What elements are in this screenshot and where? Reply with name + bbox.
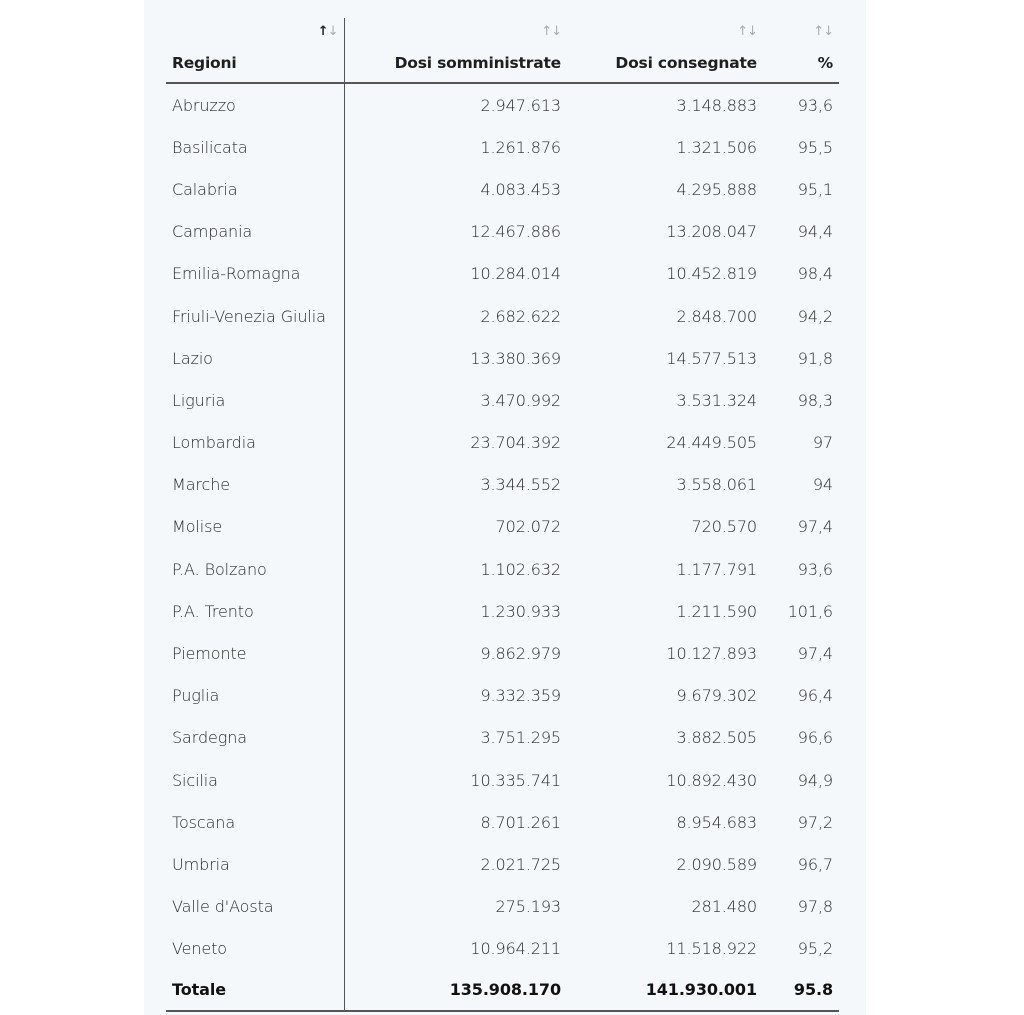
total-row: [166, 970, 839, 1011]
cell-percent: 98,3: [797, 390, 833, 410]
cell-dosi-consegnate: 9.679.302: [676, 686, 757, 706]
cell-dosi-consegnate: 3.148.883: [676, 95, 757, 115]
cell-region: Valle d'Aosta: [166, 886, 344, 928]
regions-vaccine-table: [166, 18, 839, 1012]
cell-dosi-consegnate: 10.892.430: [666, 770, 757, 790]
cell-region: Sicilia: [166, 759, 344, 801]
cell-dosi-consegnate: 4.295.888: [676, 179, 757, 199]
cell-percent: 96,4: [797, 686, 833, 706]
cell-dosi-consegnate: 2.090.589: [676, 854, 757, 874]
table-row: [166, 464, 839, 506]
table-row: [166, 590, 839, 632]
column-header-dosi-consegnate[interactable]: [567, 18, 763, 83]
table-row: [166, 886, 839, 928]
header-row: [166, 18, 839, 83]
column-header-percent[interactable]: [763, 18, 839, 83]
cell-dosi-somministrate: 10.964.211: [470, 939, 561, 959]
cell-region: Sardegna: [166, 717, 344, 759]
cell-dosi-somministrate: 3.751.295: [480, 728, 561, 748]
table-row: [166, 717, 839, 759]
cell-percent: 95.8: [763, 970, 839, 1011]
cell-percent: 91,8: [797, 348, 833, 368]
cell-dosi-consegnate: 1.177.791: [676, 559, 757, 579]
cell-dosi-somministrate: 135.908.170: [344, 970, 567, 1011]
cell-percent: 93,6: [797, 559, 833, 579]
cell-region: Toscana: [166, 801, 344, 843]
cell-dosi-somministrate: 8.701.261: [480, 812, 561, 832]
cell-region: Umbria: [166, 843, 344, 885]
cell-percent: 96,6: [797, 728, 833, 748]
cell-dosi-consegnate: 3.882.505: [676, 728, 757, 748]
column-header-regioni[interactable]: [166, 18, 344, 83]
table-row: [166, 548, 839, 590]
column-header-dosi-somministrate[interactable]: [344, 18, 567, 83]
cell-region: Basilicata: [166, 126, 344, 168]
cell-percent: 97,2: [797, 812, 833, 832]
table-row: [166, 83, 839, 126]
cell-dosi-somministrate: 702.072: [495, 517, 561, 537]
cell-dosi-somministrate: 9.332.359: [480, 686, 561, 706]
table-row: [166, 801, 839, 843]
table-row: [166, 253, 839, 295]
cell-dosi-consegnate: 281.480: [691, 897, 757, 917]
cell-region: P.A. Trento: [166, 590, 344, 632]
cell-dosi-somministrate: 1.261.876: [480, 137, 561, 157]
cell-dosi-somministrate: 23.704.392: [470, 433, 561, 453]
cell-dosi-consegnate: 141.930.001: [567, 970, 763, 1011]
cell-dosi-consegnate: 10.127.893: [666, 644, 757, 664]
cell-percent: 94,9: [797, 770, 833, 790]
cell-percent: 94: [812, 475, 833, 495]
cell-dosi-consegnate: 1.321.506: [676, 137, 757, 157]
table-row: [166, 168, 839, 210]
cell-percent: 95,1: [797, 179, 833, 199]
cell-region: Veneto: [166, 928, 344, 970]
cell-dosi-somministrate: 275.193: [495, 897, 561, 917]
cell-region: Piemonte: [166, 632, 344, 674]
cell-dosi-consegnate: 10.452.819: [666, 264, 757, 284]
cell-region: Campania: [166, 211, 344, 253]
cell-dosi-somministrate: 10.284.014: [470, 264, 561, 284]
table-row: [166, 632, 839, 674]
column-header-label: %: [817, 54, 833, 72]
cell-dosi-consegnate: 3.531.324: [676, 390, 757, 410]
cell-dosi-somministrate: 2.682.622: [480, 306, 561, 326]
cell-region: P.A. Bolzano: [166, 548, 344, 590]
cell-dosi-consegnate: 720.570: [691, 517, 757, 537]
cell-dosi-consegnate: 8.954.683: [676, 812, 757, 832]
cell-dosi-somministrate: 2.947.613: [480, 95, 561, 115]
table-row: [166, 422, 839, 464]
cell-dosi-somministrate: 2.021.725: [480, 854, 561, 874]
cell-percent: 94,4: [797, 222, 833, 242]
sort-icon[interactable]: ↑↓: [317, 24, 338, 39]
table-row: [166, 379, 839, 421]
cell-region: Molise: [166, 506, 344, 548]
cell-percent: 97,4: [797, 517, 833, 537]
cell-dosi-consegnate: 3.558.061: [676, 475, 757, 495]
cell-dosi-consegnate: 14.577.513: [666, 348, 757, 368]
table-row: [166, 211, 839, 253]
cell-region: Liguria: [166, 379, 344, 421]
cell-dosi-somministrate: 4.083.453: [480, 179, 561, 199]
sort-icon[interactable]: ↑↓: [541, 24, 561, 39]
cell-dosi-somministrate: 9.862.979: [480, 644, 561, 664]
cell-region: Puglia: [166, 675, 344, 717]
cell-percent: 98,4: [797, 264, 833, 284]
cell-percent: 101,6: [787, 601, 833, 621]
cell-dosi-somministrate: 1.230.933: [480, 601, 561, 621]
cell-dosi-consegnate: 11.518.922: [666, 939, 757, 959]
cell-percent: 96,7: [797, 854, 833, 874]
cell-dosi-somministrate: 13.380.369: [470, 348, 561, 368]
sort-icon[interactable]: ↑↓: [813, 24, 833, 39]
cell-dosi-consegnate: 1.211.590: [676, 601, 757, 621]
cell-region: Abruzzo: [166, 83, 344, 126]
cell-region: Marche: [166, 464, 344, 506]
cell-dosi-somministrate: 12.467.886: [470, 222, 561, 242]
cell-percent: 97,8: [797, 897, 833, 917]
cell-region: Calabria: [166, 168, 344, 210]
table-row: [166, 759, 839, 801]
table-panel: [144, 0, 866, 1015]
cell-region: Totale: [166, 970, 344, 1011]
cell-percent: 97: [812, 433, 833, 453]
cell-dosi-consegnate: 2.848.700: [676, 306, 757, 326]
table-body: [166, 83, 839, 1011]
cell-dosi-somministrate: 1.102.632: [480, 559, 561, 579]
table-row: [166, 506, 839, 548]
cell-dosi-somministrate: 10.335.741: [470, 770, 561, 790]
cell-dosi-consegnate: 13.208.047: [666, 222, 757, 242]
cell-dosi-somministrate: 3.344.552: [480, 475, 561, 495]
table-row: [166, 928, 839, 970]
cell-percent: 95,5: [797, 137, 833, 157]
table-row: [166, 337, 839, 379]
cell-region: Lombardia: [166, 422, 344, 464]
cell-region: Emilia-Romagna: [166, 253, 344, 295]
column-header-label: Regioni: [172, 54, 237, 72]
table-row: [166, 126, 839, 168]
table-row: [166, 843, 839, 885]
cell-percent: 95,2: [797, 939, 833, 959]
cell-region: Lazio: [166, 337, 344, 379]
cell-region: Friuli-Venezia Giulia: [166, 295, 344, 337]
column-header-label: Dosi somministrate: [394, 54, 561, 72]
cell-percent: 94,2: [797, 306, 833, 326]
table-row: [166, 675, 839, 717]
cell-percent: 97,4: [797, 644, 833, 664]
cell-percent: 93,6: [797, 95, 833, 115]
cell-dosi-consegnate: 24.449.505: [666, 433, 757, 453]
column-header-label: Dosi consegnate: [615, 54, 757, 72]
cell-dosi-somministrate: 3.470.992: [480, 390, 561, 410]
table-row: [166, 295, 839, 337]
sort-icon[interactable]: ↑↓: [737, 24, 757, 39]
